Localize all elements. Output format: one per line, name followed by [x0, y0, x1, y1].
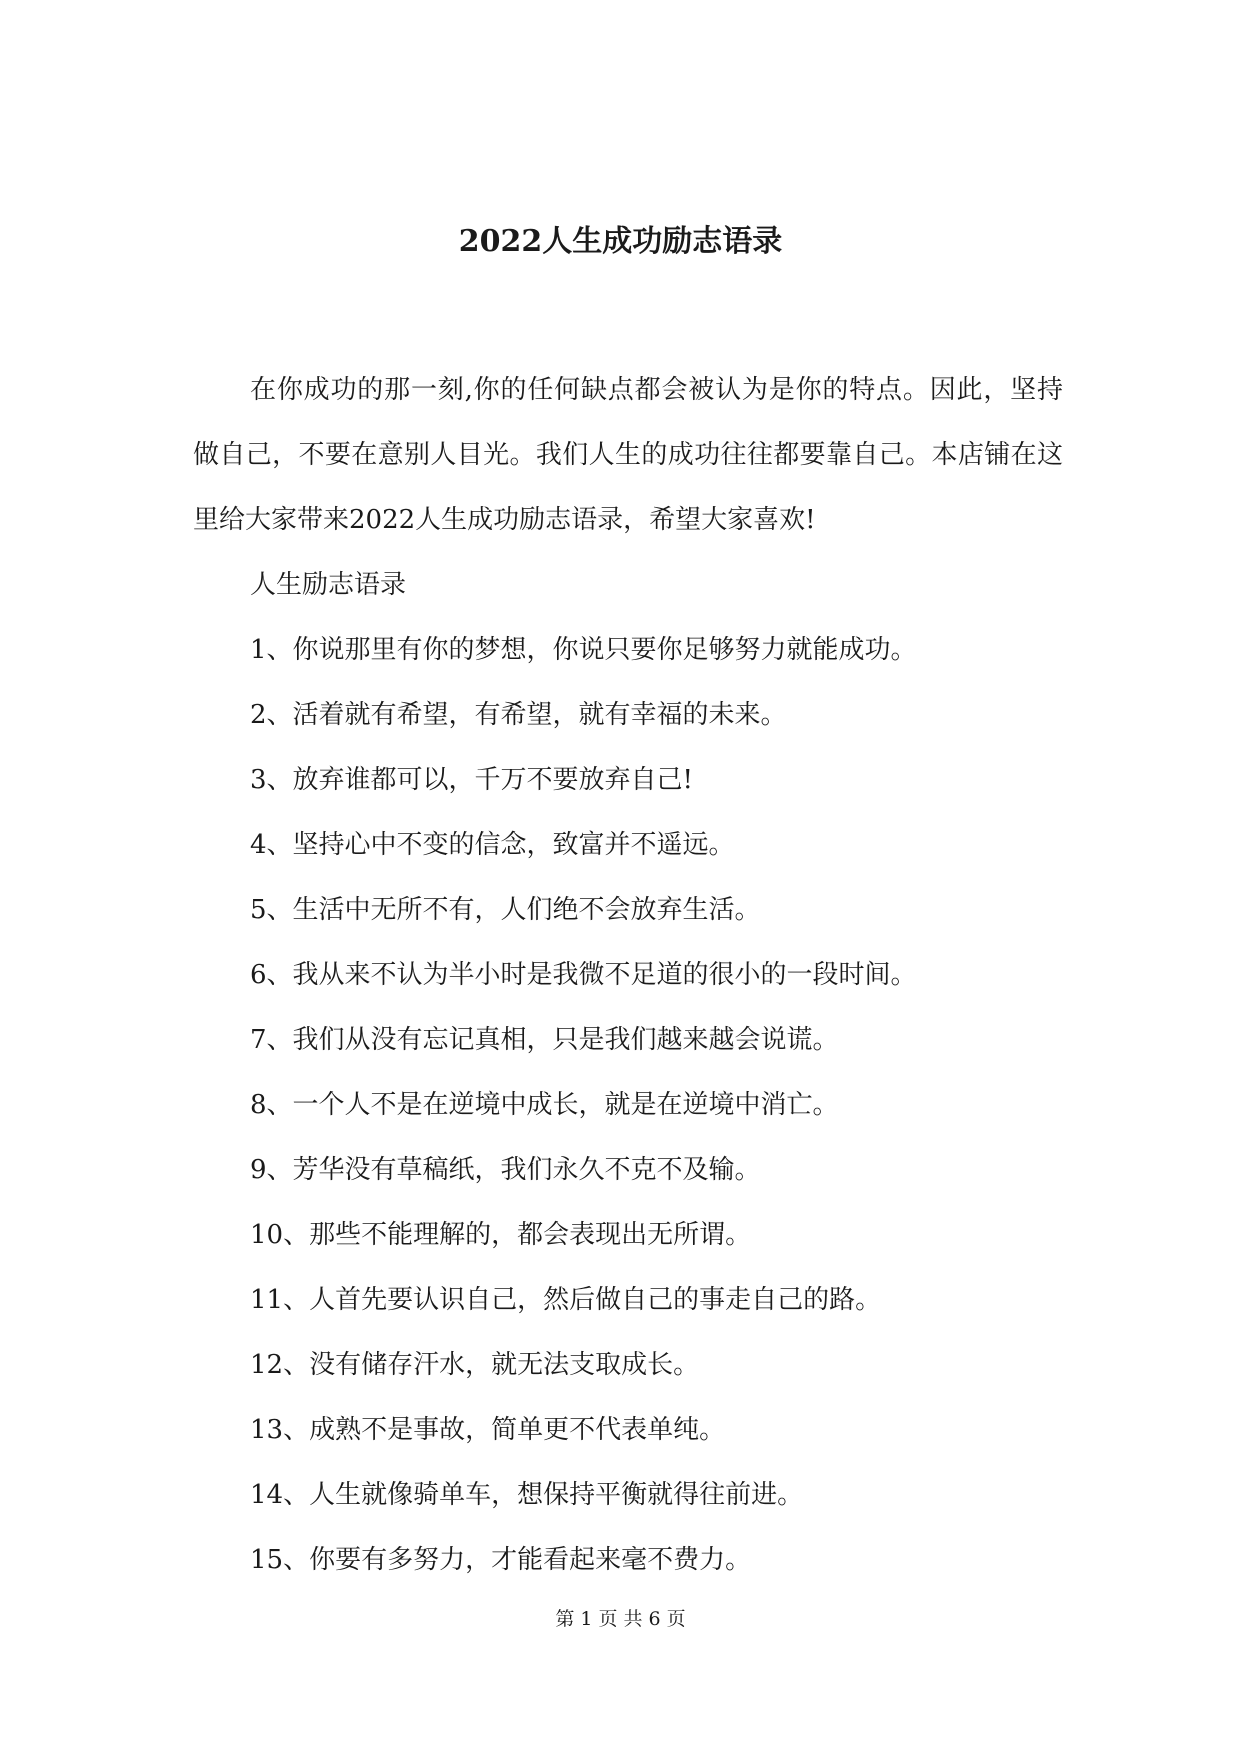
- list-item: 10、那些不能理解的，都会表现出无所谓。: [250, 1220, 752, 1250]
- page-number: 第 1 页 共 6 页: [555, 1608, 686, 1630]
- intro-paragraph: 在你成功的那一刻,你的任何缺点都会被认为是你的特点。因此，坚持做自己，不要在意别人目光。我们人生的成功往往都要靠自己。本店铺在这里给大家带来2022人生成功励志语录，希望大家喜欢!: [193, 375, 1063, 535]
- list-item: 6、我从来不认为半小时是我微不足道的很小的一段时间。: [250, 960, 917, 990]
- list-item: 11、人首先要认识自己，然后做自己的事走自己的路。: [250, 1285, 882, 1315]
- list-item: 8、一个人不是在逆境中成长，就是在逆境中消亡。: [250, 1090, 839, 1120]
- section-heading: 人生励志语录: [250, 570, 407, 600]
- list-item: 14、人生就像骑单车，想保持平衡就得往前进。: [250, 1480, 804, 1510]
- list-item: 2、活着就有希望，有希望，就有幸福的未来。: [250, 700, 787, 730]
- list-item: 3、放弃谁都可以，千万不要放弃自己!: [250, 765, 693, 795]
- list-item: 9、芳华没有草稿纸，我们永久不克不及输。: [250, 1155, 761, 1185]
- document-body: [193, 358, 1063, 1593]
- list-item: 15、你要有多努力，才能看起来毫不费力。: [250, 1545, 752, 1575]
- list-item: 13、成熟不是事故，简单更不代表单纯。: [250, 1415, 726, 1445]
- list-item: 4、坚持心中不变的信念，致富并不遥远。: [250, 830, 735, 860]
- list-item: 1、你说那里有你的梦想，你说只要你足够努力就能成功。: [250, 635, 917, 665]
- page-title: 2022人生成功励志语录: [458, 224, 783, 259]
- list-item: 5、生活中无所不有，人们绝不会放弃生活。: [250, 895, 761, 925]
- list-item: 7、我们从没有忘记真相，只是我们越来越会说谎。: [250, 1025, 839, 1055]
- list-item: 12、没有储存汗水，就无法支取成长。: [250, 1350, 700, 1380]
